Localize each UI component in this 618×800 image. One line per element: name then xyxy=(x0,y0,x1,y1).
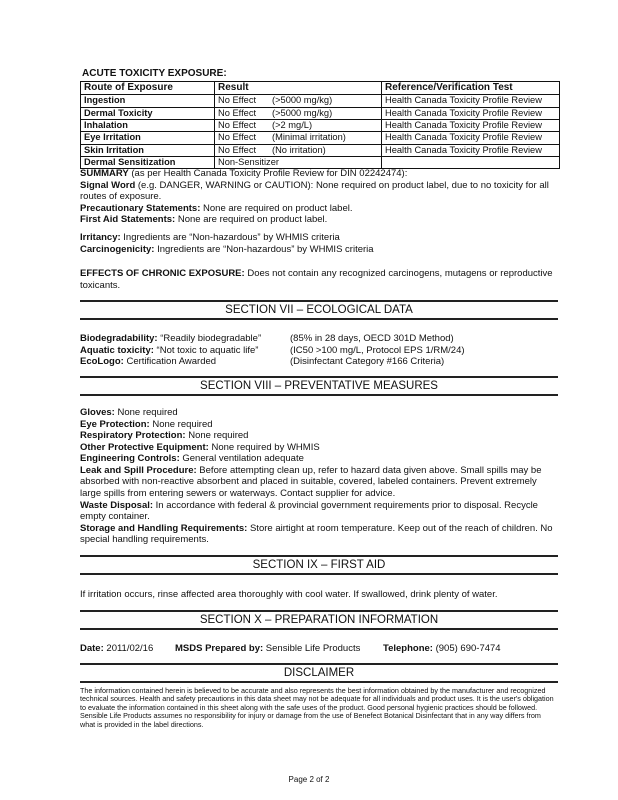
leak-spill-label: Leak and Spill Procedure: xyxy=(80,464,197,476)
other-equipment-label: Other Protective Equipment: xyxy=(80,441,209,453)
result-cell xyxy=(215,95,382,107)
table-row xyxy=(81,95,560,107)
page-number: Page 2 of 2 xyxy=(288,775,330,784)
route-cell: Ingestion xyxy=(81,95,215,107)
telephone-value: (905) 690-7474 xyxy=(432,643,501,654)
carcinogenicity-label: Carcinogenicity: xyxy=(80,243,155,255)
ecologo-note: (Disinfectant Category #166 Criteria) xyxy=(290,356,445,368)
carcinogenicity-line xyxy=(80,244,555,256)
result-cell xyxy=(215,144,382,156)
reference-cell: Health Canada Toxicity Profile Review xyxy=(382,144,560,156)
irritancy-line xyxy=(80,232,555,244)
gloves-value: None required xyxy=(114,407,178,418)
disclaimer-paragraph: The information contained herein is believed to be accurate and also represents the best information obtained by the manufacturer and recognized technical sources. Health and safety precautions in this data sheet may not be adequate for all individuals and product uses. It is the user's obligation to evaluate the information contained in this sheet along with the safe uses of the product. Good personal hygienic practices should be followed. xyxy=(80,686,554,712)
disclaimer-paragraph: Sensible Life Products assumes no responsibility for injury or damage from the use of Benefect Botanical Disinfectant that in any way differs from what is provided in the label directions. xyxy=(80,711,541,729)
telephone xyxy=(383,643,501,655)
aquatic-toxicity-line xyxy=(80,345,290,357)
section-7-header: SECTION VII – ECOLOGICAL DATA xyxy=(80,300,558,320)
first-aid-statement-line xyxy=(80,214,555,226)
respiratory-protection-line xyxy=(80,430,555,442)
first-aid-statement-text: None are required on product label. xyxy=(175,214,328,226)
ecologo-line xyxy=(80,356,290,368)
leak-spill-line xyxy=(80,465,555,500)
table-row xyxy=(81,119,560,131)
section-9-header: SECTION IX – FIRST AID xyxy=(80,555,558,575)
respiratory-protection-value: None required xyxy=(185,430,249,442)
precautionary-text: None are required on product label. xyxy=(200,202,353,214)
result-detail: (>5000 mg/kg) xyxy=(272,95,333,106)
summary-text: (as per Health Canada Toxicity Profile Review for DIN 02242474): xyxy=(128,168,408,179)
reference-cell: Health Canada Toxicity Profile Review xyxy=(382,119,560,131)
waste-disposal-value: In accordance with federal & provincial government requirements prior to disposal. Recycle empty container. xyxy=(80,499,538,523)
engineering-controls-line xyxy=(80,453,555,465)
eye-protection-line xyxy=(80,419,555,431)
column-header: Reference/Verification Test xyxy=(382,82,560,95)
column-header: Result xyxy=(215,82,382,95)
reference-cell: Health Canada Toxicity Profile Review xyxy=(382,132,560,144)
disclaimer-body xyxy=(80,687,555,729)
gloves-label: Gloves: xyxy=(80,407,115,418)
table-header-row xyxy=(81,82,560,95)
route-cell: Dermal Toxicity xyxy=(81,107,215,119)
other-equipment-line xyxy=(80,442,555,454)
result-effect: No Effect xyxy=(218,132,257,143)
precautionary-label: Precautionary Statements: xyxy=(80,202,201,214)
ecologo-value: Certification Awarded xyxy=(123,356,217,368)
telephone-label: Telephone: xyxy=(383,643,433,654)
gloves-line xyxy=(80,407,555,419)
table-row xyxy=(81,107,560,119)
route-cell: Skin Irritation xyxy=(81,144,215,156)
result-cell xyxy=(215,156,382,168)
waste-disposal-line xyxy=(80,500,555,523)
signal-word-line xyxy=(80,180,555,203)
acute-toxicity-heading: ACUTE TOXICITY EXPOSURE: xyxy=(82,68,227,79)
aquatic-toxicity-label: Aquatic toxicity: xyxy=(80,344,154,356)
result-detail: (Minimal irritation) xyxy=(272,132,346,143)
engineering-controls-value: General ventilation adequate xyxy=(179,453,304,465)
chronic-exposure-text: Does not contain any recognized carcinogens, mutagens or reproductive toxicants. xyxy=(80,268,553,291)
result-effect: No Effect xyxy=(218,107,257,118)
route-cell: Inhalation xyxy=(81,119,215,131)
storage-handling-label: Storage and Handling Requirements: xyxy=(80,522,248,534)
section-10-header: SECTION X – PREPARATION INFORMATION xyxy=(80,610,558,630)
respiratory-protection-label: Respiratory Protection: xyxy=(80,430,186,442)
reference-cell: Health Canada Toxicity Profile Review xyxy=(382,107,560,119)
result-detail: (No irritation) xyxy=(272,144,326,155)
storage-handling-line xyxy=(80,523,555,546)
table-row xyxy=(81,132,560,144)
route-cell: Eye Irritation xyxy=(81,132,215,144)
first-aid-text: If irritation occurs, rinse affected area thoroughly with cool water. If swallowed, drink plenty of water. xyxy=(80,589,498,600)
prep-date xyxy=(80,643,153,655)
chronic-exposure-label: EFFECTS OF CHRONIC EXPOSURE: xyxy=(80,268,245,279)
result-cell xyxy=(215,107,382,119)
table-row xyxy=(81,156,560,168)
result-effect: No Effect xyxy=(218,144,257,155)
prepared-by-label: MSDS Prepared by: xyxy=(175,643,264,654)
result-cell xyxy=(215,119,382,131)
irritancy-text: Ingredients are “Non-hazardous” by WHMIS criteria xyxy=(120,232,340,243)
summary-line xyxy=(80,168,555,180)
first-aid-statement-label: First Aid Statements: xyxy=(80,214,176,226)
acute-toxicity-table xyxy=(80,81,560,169)
summary-block xyxy=(80,168,555,226)
precautionary-line xyxy=(80,203,555,215)
reference-cell: Health Canada Toxicity Profile Review xyxy=(382,95,560,107)
ecological-notes xyxy=(290,333,560,368)
preventative-measures-block xyxy=(80,407,555,546)
other-equipment-value: None required by WHMIS xyxy=(208,441,320,453)
route-cell: Dermal Sensitization xyxy=(81,156,215,168)
aquatic-toxicity-note: (IC50 >100 mg/L, Protocol EPS 1/RM/24) xyxy=(290,344,465,356)
signal-word-text: (e.g. DANGER, WARNING or CAUTION): None required on product label, due to no toxicity for all routes of exposure. xyxy=(80,179,549,203)
ecologo-label: EcoLogo: xyxy=(80,356,124,368)
engineering-controls-label: Engineering Controls: xyxy=(80,453,180,465)
prep-date-label: Date: xyxy=(80,643,104,654)
ecological-items xyxy=(80,333,290,368)
result-detail: (>2 mg/L) xyxy=(272,119,313,130)
waste-disposal-label: Waste Disposal: xyxy=(80,499,154,511)
biodegradability-label: Biodegradability: xyxy=(80,333,158,344)
irritancy-block xyxy=(80,232,555,255)
storage-handling-value: Store airtight at room temperature. Keep out of the reach of children. No special handling requirements. xyxy=(80,522,553,546)
signal-word-label: Signal Word xyxy=(80,179,136,191)
summary-label: SUMMARY xyxy=(80,168,129,179)
biodegradability-line xyxy=(80,333,290,345)
disclaimer-header: DISCLAIMER xyxy=(80,663,558,683)
prepared-by xyxy=(175,643,360,655)
result-detail: (>5000 mg/kg) xyxy=(272,107,333,118)
irritancy-label: Irritancy: xyxy=(80,232,121,243)
result-effect: No Effect xyxy=(218,95,257,106)
table-row xyxy=(81,144,560,156)
section-8-header: SECTION VIII – PREVENTATIVE MEASURES xyxy=(80,376,558,396)
result-effect: Non-Sensitizer xyxy=(218,156,279,167)
result-effect: No Effect xyxy=(218,119,257,130)
column-header: Route of Exposure xyxy=(81,82,215,95)
reference-cell xyxy=(382,156,560,168)
prep-date-value: 2011/02/16 xyxy=(103,643,154,654)
eye-protection-value: None required xyxy=(149,418,213,430)
chronic-exposure-block xyxy=(80,268,555,291)
result-cell xyxy=(215,132,382,144)
eye-protection-label: Eye Protection: xyxy=(80,418,150,430)
aquatic-toxicity-value: “Not toxic to aquatic life” xyxy=(153,344,259,356)
carcinogenicity-text: Ingredients are “Non-hazardous” by WHMIS criteria xyxy=(154,243,374,255)
leak-spill-value: Before attempting clean up, refer to hazard data given above. Small spills may be absorbed with non-reactive absorbent and placed in suitable, covered, labeled containers. Prevent extremely large spills from entering sewers or waterways. Contact supplier for advice. xyxy=(80,464,542,500)
biodegradability-value: “Readily biodegradable” xyxy=(157,333,262,344)
prepared-by-value: Sensible Life Products xyxy=(263,643,361,654)
biodegradability-note: (85% in 28 days, OECD 301D Method) xyxy=(290,333,454,344)
